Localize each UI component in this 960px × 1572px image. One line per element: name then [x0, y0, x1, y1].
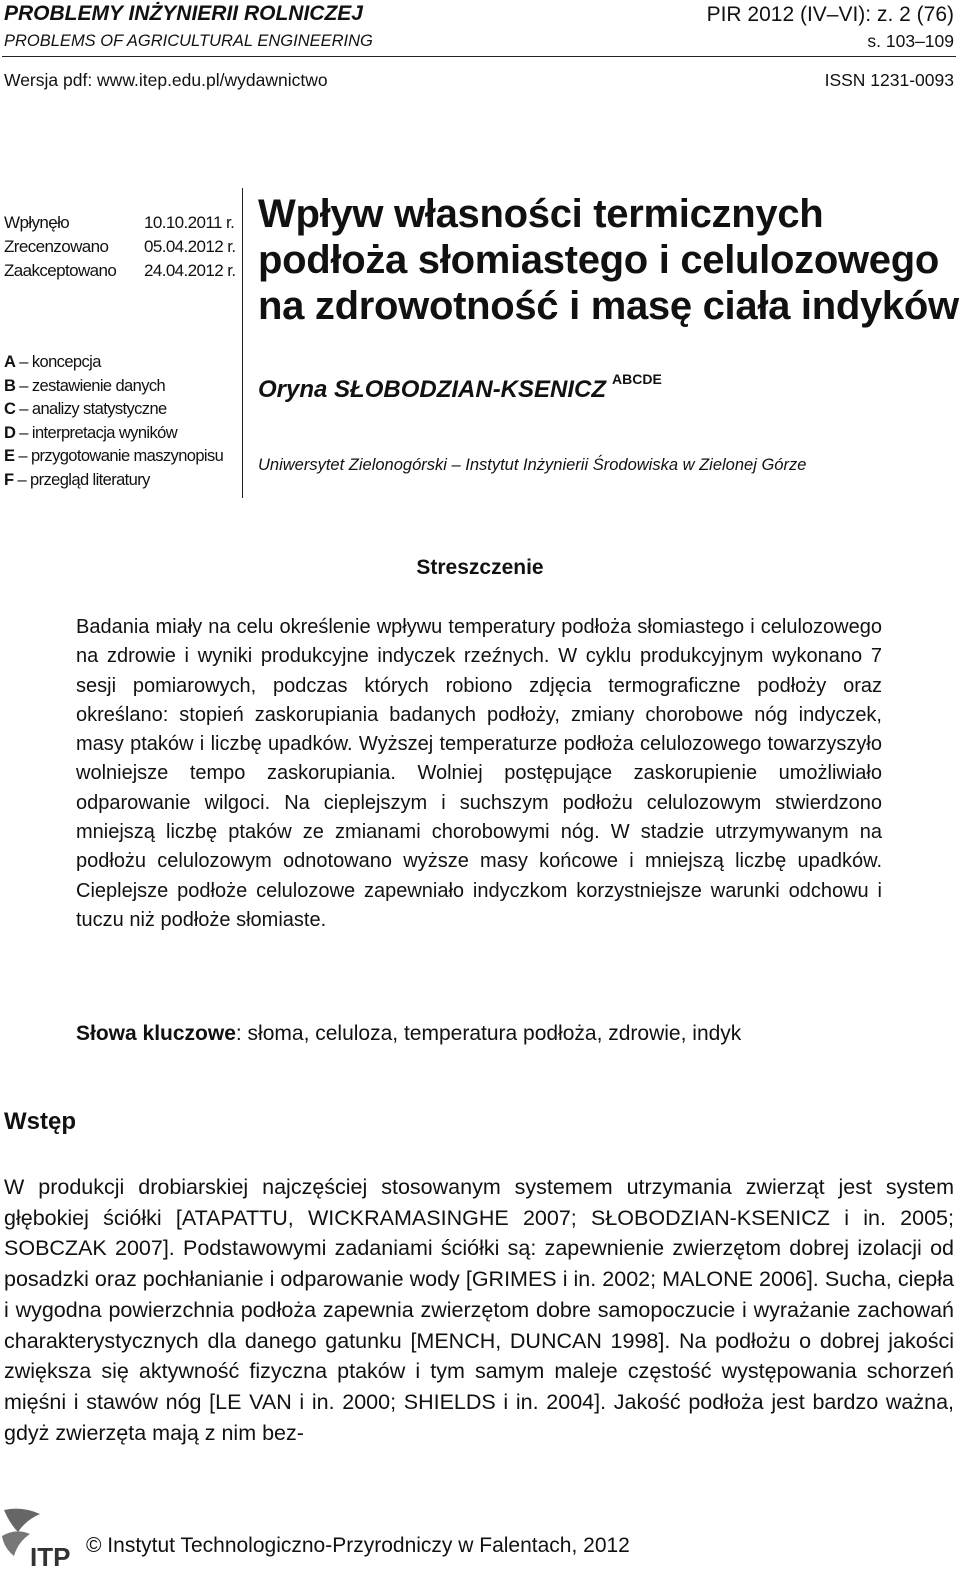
header-divider: [2, 56, 956, 57]
abstract-text: Badania miały na celu określenie wpływu temperatury podłoża słomiastego i celulozowego na zdrowie i wyniki produkcyjne indyczek rzeźnych. W cyklu produkcyjnym wykonano 7 sesji pomiarowych, podczas których robiono zdjęcia termograficzne podłoży oraz określano: stopień zaskorupiania badanych podłoży, zmiany chorobowe nóg indyczek, masy ptaków i liczbę upadków. Wyższej temperaturze podłoża celulozowego towarzyszyło wolniejsze tempo zaskorupiania. Wolniej postępujące zaskorupienie umożliwiało odparowanie wilgoci. Na cieplejszym i suchszym podłożu celulozowym stwierdzono mniejszą liczbę ptaków ze zmianami chorobowymi nóg. W stadzie utrzymywanym na podłożu celulozowym odnotowano wyższe masy końcowe i mniejszą liczbę upadków. Cieplejsze podłoże celulozowe zapewniało indyczkom korzystniejsze warunki odchowu i tuczu niż podłoże słomiaste.: [76, 616, 882, 931]
intro-text: W produkcji drobiarskiej najczęściej stosowanym systemem utrzymania zwierząt jest system głębokiej ściółki [ATAPATTU, WICKRAMASINGHE 2007; SŁOBODZIAN-KSENICZ i in. 2005; SOBCZAK 2007]. Podstawowymi zadaniami ściółki są: zapewnienie zwierzętom dobrej izolacji od posadzki oraz pochłanianie i odparowanie wody [GRIMES i in. 2002; MALONE 2006]. Sucha, ciepła i wygodna powierzchnia podłoża zapewnia zwierzętom dobre samopoczucie i wyrażanie zachowań charakterystycznych dla danego gatunku [MENCH, DUNCAN 1998]. Na podłożu o dobrej jakości zwiększa się aktywność fizyczna ptaków i tym samym maleje częstość występowania schorzeń mięśni i stawów nóg [LE VAN i in. 2000; SHIELDS i in. 2004]. Jakość podłoża jest bardzo ważna, gdyż zwierzęta mają z nim bez-: [4, 1175, 954, 1445]
contribution-item: F – przegląd literatury: [4, 470, 150, 489]
keywords: [76, 1022, 896, 1046]
submission-dates: [4, 211, 235, 283]
author-roles: ABCDE: [612, 371, 662, 387]
title-line: podłoża słomiastego i celulozowego: [258, 238, 939, 282]
svg-text:ITP: ITP: [30, 1542, 71, 1568]
contribution-item: B – zestawienie danych: [4, 376, 166, 395]
date-row-accepted: [4, 259, 235, 283]
journal-title-en: PROBLEMS OF AGRICULTURAL ENGINEERING: [4, 32, 373, 50]
page-range: s. 103–109: [867, 31, 954, 51]
copyright-notice: © Instytut Technologiczno-Przyrodniczy w Falentach, 2012: [86, 1534, 630, 1557]
date-label: Zaakceptowano: [4, 261, 117, 280]
keywords-label: Słowa kluczowe: [76, 1022, 236, 1045]
date-label: Zrecenzowano: [4, 237, 109, 256]
date-value: 10.10.2011 r.: [144, 213, 235, 232]
issue-info: PIR 2012 (IV–VI): z. 2 (76): [706, 3, 954, 26]
issn: ISSN 1231-0093: [824, 70, 954, 90]
itp-logo: [0, 1506, 80, 1568]
date-row-reviewed: [4, 235, 235, 259]
keywords-list: : słoma, celuloza, temperatura podłoża, zdrowie, indyk: [235, 1022, 742, 1045]
intro-heading: Wstęp: [4, 1108, 76, 1135]
contribution-item: D – interpretacja wyników: [4, 423, 178, 442]
affiliation: Uniwersytet Zielonogórski – Instytut Inżynierii Środowiska w Zielonej Górze: [258, 456, 807, 474]
date-value: 24.04.2012 r.: [144, 261, 236, 280]
contribution-item: E – przygotowanie maszynopisu: [4, 447, 224, 466]
pdf-version-link[interactable]: Wersja pdf: www.itep.edu.pl/wydawnictwo: [4, 70, 328, 90]
title-line: na zdrowotność i masę ciała indyków: [258, 284, 959, 328]
title-line: Wpływ własności termicznych: [258, 192, 824, 236]
contribution-item: C – analizy statystyczne: [4, 400, 167, 419]
sidebar-divider: [242, 188, 243, 498]
article-title: [258, 191, 959, 329]
date-value: 05.04.2012 r.: [144, 237, 236, 256]
journal-title-pl: PROBLEMY INŻYNIERII ROLNICZEJ: [4, 2, 363, 25]
date-label: Wpłynęło: [4, 213, 70, 232]
author-contribution-legend: [4, 351, 223, 493]
date-row-received: [4, 211, 235, 235]
author-name: Oryna SŁOBODZIAN-KSENICZ $^{ABCDE}$: [258, 371, 662, 403]
abstract-heading: Streszczenie: [416, 556, 544, 579]
contribution-item: A – koncepcja: [4, 353, 101, 371]
